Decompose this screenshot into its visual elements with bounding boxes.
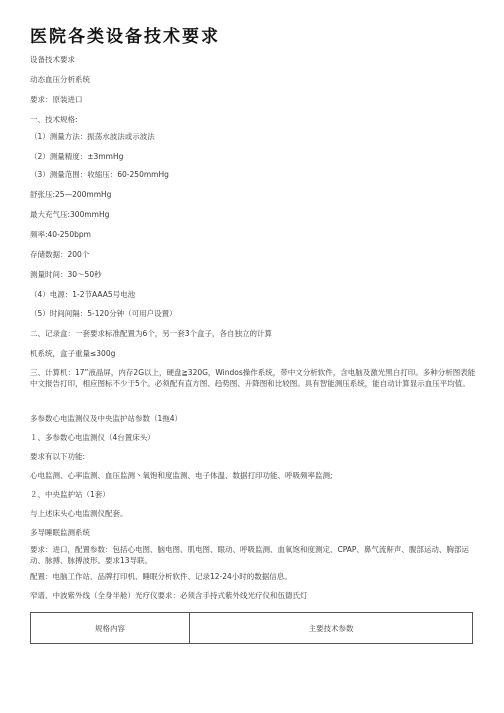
text-line: （3）测量范围：收缩压：60-250mmHg — [30, 170, 169, 179]
text-line: 二、记录盒：一套要求标准配置为6个，另一套3个盒子，各自独立的计算 — [30, 329, 273, 338]
text-line: 多导睡眠监测系统 — [30, 528, 90, 537]
paragraph: 要求：进口，配置参数：包括心电图、脑电图、肌电图、眼动、呼吸监测、血氧饱和度测定、CPAP、鼻气流鼾声、腹部运动、胸部运动、脉搏、脉搏波形。要求13导联。 — [30, 545, 469, 565]
text-line: 一、技术规格: — [30, 115, 78, 124]
paragraph: 三、计算机：17”液晶屏，内存2G以上，硬盘≧320G，Windos操作系统，带中文分析软件，含电脑及激光黑白打印。多种分析图表能中文报告打印，相应图标不少于5个。必须配有直方图、趋势图、升降图和比较图。具有智能测压系统，能自动计算显示血压平均值。 — [30, 368, 476, 388]
text-line: 与上述床头心电监测仪配套。 — [30, 509, 128, 518]
text-line: ２、中央监护站（1套） — [30, 490, 110, 499]
text-line: （4）电源：1-2节AAA5号电池 — [30, 290, 136, 299]
text-line: 要求：原装进口 — [30, 95, 83, 104]
document-title: 医院各类设备技术要求 — [30, 27, 220, 47]
text-line: （2）测量精度：±3mmHg — [30, 152, 124, 161]
text-line: １、多参数心电监测仪（4台置床头） — [30, 433, 155, 442]
text-line: 频率:40-250bpm — [30, 230, 91, 239]
text-line: 心电监测、心率监测、血压监测丶氧饱和度监测、电子体温、数据打印功能、呼吸频率监测; — [30, 471, 333, 480]
table-header-row — [31, 613, 473, 644]
text-line: 存储数据：200个 — [30, 250, 90, 259]
table-header-spec: 规格内容 — [31, 613, 190, 644]
text-line: 机系统，盒子重量≤300g — [30, 349, 116, 358]
text-line: （1）测量方法：振荡水波法或示波法 — [30, 132, 155, 141]
text-line: 最大充气压:300mmHg — [30, 210, 110, 219]
text-line: 窄谱、中波紫外线（全身半舱）光疗仪要求：必须含手持式紫外线光疗仪和伍德氏灯 — [30, 591, 308, 600]
text-line: 舒张压:25—200mmHg — [30, 190, 112, 199]
text-line: （5）时间间隔：5-120分钟（可用户设置） — [30, 309, 177, 318]
text-line: 设备技术要求 — [30, 55, 75, 64]
text-line: 要求有以下功能: — [30, 452, 86, 461]
spec-table — [30, 612, 473, 644]
text-line: 多参数心电监测仪及中央监护站参数（1拖4） — [30, 414, 183, 423]
table-header-params: 主要技术参数 — [190, 613, 473, 644]
text-line: 动态血压分析系统 — [30, 75, 90, 84]
text-line: 配置：电脑工作站、品牌打印机、睡眠分析软件、记录12-24小时的数据信息。 — [30, 572, 292, 581]
text-line: 测量时间：30～50秒 — [30, 270, 102, 279]
